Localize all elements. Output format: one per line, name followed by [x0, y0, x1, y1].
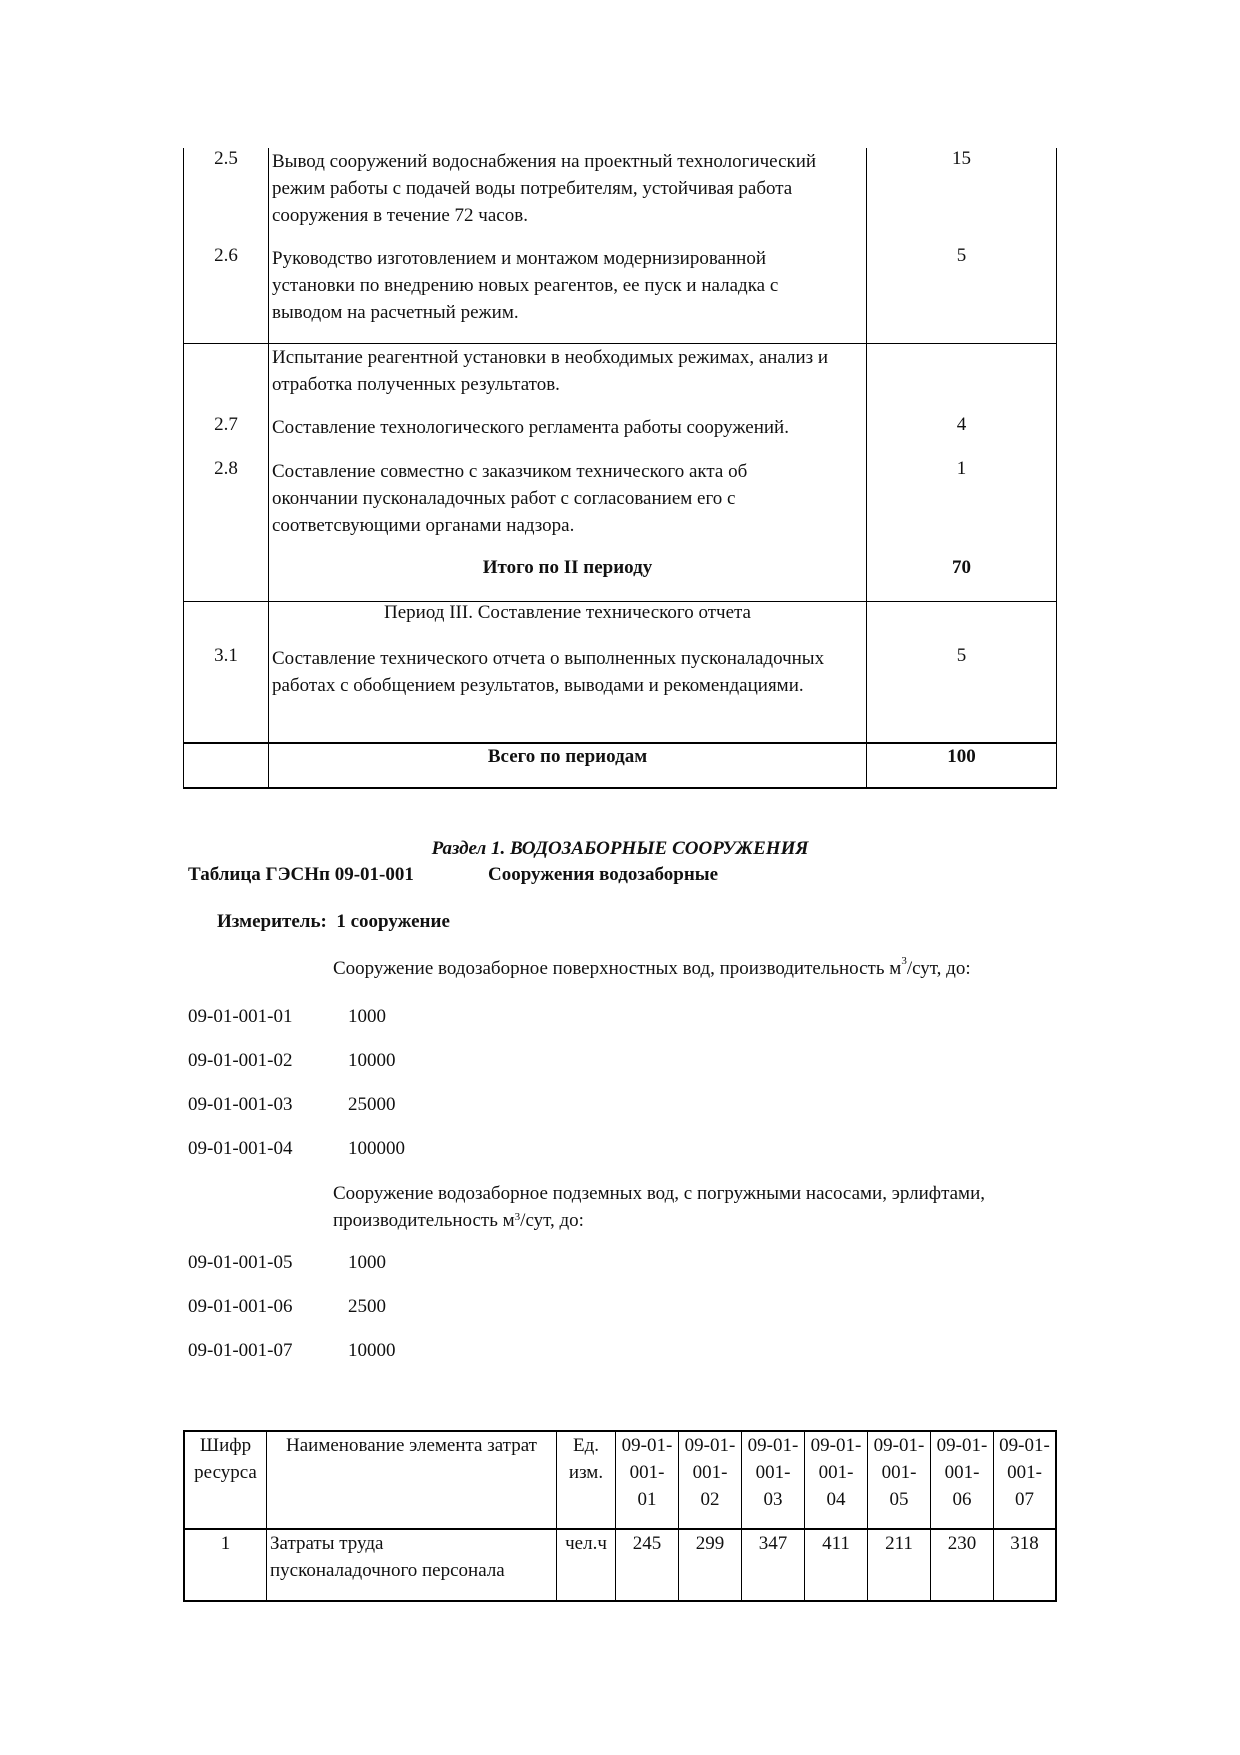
row-unit: чел.ч: [565, 1533, 607, 1554]
table-code: Таблица ГЭСНп 09-01-001: [188, 864, 414, 885]
row-text: Руководство изготовлением и монтажом модернизированной установки по внедрению новых реагентов, ее пуск и наладка с выводом на расчетный режим.: [272, 248, 779, 323]
item-code: 09-01-001-01: [188, 1006, 293, 1027]
item-code: 09-01-001-07: [188, 1340, 293, 1361]
table-name: Сооружения водозаборные: [488, 864, 719, 885]
row-value: 5: [956, 645, 967, 666]
row-value: 4: [956, 414, 967, 435]
item-code: 09-01-001-02: [188, 1050, 293, 1071]
header-col: 09-01- 001- 02: [684, 1435, 736, 1510]
row-number: 3.1: [214, 645, 238, 666]
row-value: 230: [947, 1533, 977, 1554]
item-value: 10000: [348, 1340, 396, 1361]
item-value: 100000: [348, 1138, 405, 1159]
header-col: 09-01- 001- 07: [999, 1435, 1050, 1510]
row-number: 2.7: [214, 414, 238, 435]
row-value: 411: [822, 1533, 850, 1554]
row-value: 1: [956, 458, 967, 479]
header-code: Шифр ресурса: [194, 1435, 257, 1483]
row-text: Испытание реагентной установки в необходимых режимах, анализ и отработка полученных результатов.: [272, 347, 829, 395]
header-col: 09-01- 001- 06: [936, 1435, 988, 1510]
item-value: 10000: [348, 1050, 396, 1071]
item-code: 09-01-001-05: [188, 1252, 293, 1273]
item-value: 2500: [348, 1296, 386, 1317]
item-value: 1000: [348, 1252, 386, 1273]
header-col: 09-01- 001- 01: [621, 1435, 673, 1510]
row-number: 2.6: [214, 245, 238, 266]
group2-heading: Сооружение водозаборное подземных вод, с погружными насосами, эрлифтами, производительность $м^3$/сут, до:: [333, 1183, 985, 1231]
item-value: 1000: [348, 1006, 386, 1027]
row-number: 2.5: [214, 148, 238, 169]
group1-heading: Сооружение водозаборное поверхностных вод, производительность $м^3$/сут, до:: [333, 955, 971, 979]
row-value: 15: [952, 148, 971, 169]
row-name: Затраты труда пусконаладочного персонала: [270, 1533, 505, 1581]
grand-total-value: 100: [947, 746, 976, 767]
row-value: 211: [885, 1533, 913, 1554]
row-value: 5: [956, 245, 967, 266]
header-unit: Ед. изм.: [568, 1435, 604, 1483]
meter: Измеритель: 1 сооружение: [217, 911, 450, 932]
item-code: 09-01-001-06: [188, 1296, 293, 1317]
header-col: 09-01- 001- 03: [747, 1435, 799, 1510]
row-text: Составление технологического регламента работы сооружений.: [272, 417, 789, 438]
item-code: 09-01-001-04: [188, 1138, 293, 1159]
row-value: 299: [695, 1533, 725, 1554]
row-text: Составление технического отчета о выполненных пусконаладочных работах с обобщением результатов, выводами и рекомендациями.: [272, 648, 825, 696]
row-value: 347: [758, 1533, 788, 1554]
section-title: Раздел 1. ВОДОЗАБОРНЫЕ СООРУЖЕНИЯ: [431, 838, 809, 859]
period-iii-title: Период III. Составление технического отчета: [384, 602, 751, 623]
header-col: 09-01- 001- 05: [873, 1435, 925, 1510]
row-value: 318: [1010, 1533, 1039, 1554]
grand-total-label: Всего по периодам: [487, 746, 648, 767]
row-text: Вывод сооружений водоснабжения на проектный технологический режим работы с подачей воды потребителям, устойчивая работа сооружения в течение 72 часов.: [272, 151, 817, 226]
row-code: 1: [220, 1533, 231, 1554]
row-text: Составление совместно с заказчиком технического акта об окончании пусконаладочных работ с согласованием его с соответсвующими органами надзора.: [272, 461, 748, 536]
period-ii-total-value: 70: [952, 557, 971, 578]
item-code: 09-01-001-03: [188, 1094, 293, 1115]
row-value: 245: [632, 1533, 662, 1554]
period-ii-total-label: Итого по II периоду: [482, 557, 653, 578]
header-col: 09-01- 001- 04: [810, 1435, 862, 1510]
item-value: 25000: [348, 1094, 396, 1115]
row-number: 2.8: [214, 458, 238, 479]
header-name: Наименование элемента затрат: [286, 1435, 537, 1456]
